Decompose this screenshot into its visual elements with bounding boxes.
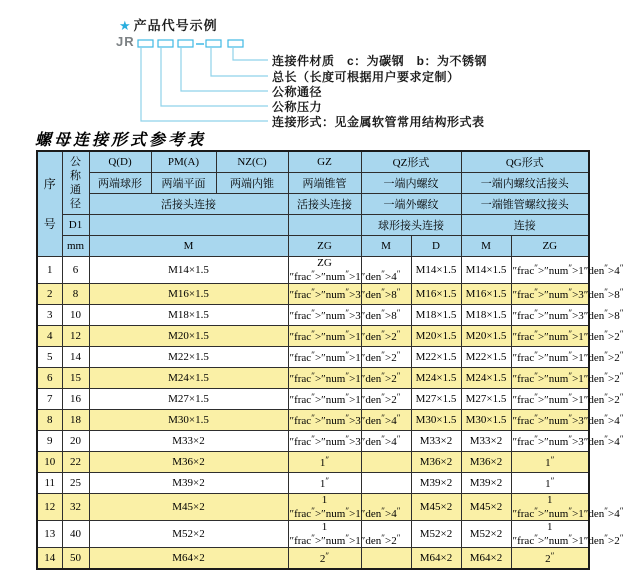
table-cell-qg_m: M18×1.5	[461, 305, 511, 326]
header-connection: 连接	[461, 215, 589, 236]
header-empty-1	[89, 215, 288, 236]
table-cell-qg_m: M14×1.5	[461, 257, 511, 284]
code-box	[206, 40, 221, 47]
table-cell-qg_zg: ″frac″>″num″>1″den″>2″	[511, 326, 589, 347]
table-cell-m: M36×2	[89, 452, 288, 473]
table-cell-m: M20×1.5	[89, 326, 288, 347]
table-cell-qg_zg: ″frac″>″num″>3″den″>4″	[511, 410, 589, 431]
table-cell-m: M64×2	[89, 548, 288, 570]
table-cell-qg_m: M52×2	[461, 521, 511, 548]
table-cell-m: M27×1.5	[89, 389, 288, 410]
table-cell-seq: 14	[37, 548, 62, 570]
table-cell-qz_d: M39×2	[411, 473, 461, 494]
table-cell-seq: 1	[37, 257, 62, 284]
table-cell-dn: 32	[62, 494, 89, 521]
table-cell-qg_m: M45×2	[461, 494, 511, 521]
header-desc-nzc: 两端内锥	[216, 173, 288, 194]
table-row	[37, 410, 589, 431]
header-seq: 序号	[37, 151, 62, 257]
header-desc-gz: 两端锥管	[288, 173, 361, 194]
table-cell-dn: 12	[62, 326, 89, 347]
code-box	[178, 40, 193, 47]
code-box	[138, 40, 153, 47]
table-row	[37, 521, 589, 548]
table-row	[37, 305, 589, 326]
table-cell-qg_zg: 1″	[511, 473, 589, 494]
table-cell-seq: 2	[37, 284, 62, 305]
table-cell-gz: 1 ″frac″>″num″>1″ ″ ″	[289, 494, 401, 520]
table-cell-m: M14×1.5	[89, 257, 288, 284]
table-cell-seq: 11	[37, 473, 62, 494]
table-cell-dn: 14	[62, 347, 89, 368]
header-union-connection: 活接头连接	[89, 194, 288, 215]
table-cell-gz: ″frac″>″num″>3″ ″ ″	[288, 284, 361, 305]
table-cell-qg_m: M20×1.5	[461, 326, 511, 347]
table-cell-gz: 1 ″frac″>″num″>1″ ″ ″	[289, 521, 401, 547]
table-cell-qz_d: M27×1.5	[411, 389, 461, 410]
table-cell-qz_d: M45×2	[411, 494, 461, 521]
header-ball-joint-connection: 球形接头连接	[361, 215, 461, 236]
table-cell-m: M18×1.5	[89, 305, 288, 326]
table-cell-seq: 5	[37, 347, 62, 368]
header-code-qg: QG形式	[461, 151, 589, 173]
table-cell-dn: 18	[62, 410, 89, 431]
label-material: 连接件材质 c：为碳钢 b：为不锈钢	[272, 54, 488, 68]
header-unit-qz-d: D	[411, 236, 461, 257]
table-cell-qz_d: M36×2	[411, 452, 461, 473]
header-code-nzc: NZ(C)	[216, 151, 288, 173]
leader-line-pressure	[161, 48, 268, 106]
table-cell-qg_m: M16×1.5	[461, 284, 511, 305]
table-cell-m: M24×1.5	[89, 368, 288, 389]
table-cell-seq: 8	[37, 410, 62, 431]
label-nominal-pressure: 公称压力	[272, 100, 323, 114]
header-nominal-diameter: 公称通径	[62, 151, 89, 215]
header-desc-qz: 一端内螺纹	[361, 173, 461, 194]
table-cell-gz: ″frac″>″num″>1″ ″ ″	[288, 326, 361, 347]
table-cell-qz_d: M52×2	[411, 521, 461, 548]
header-mm: mm	[62, 236, 89, 257]
table-cell-seq: 7	[37, 389, 62, 410]
table-cell-qz_d: M22×1.5	[411, 347, 461, 368]
header-union-connection-gz: 活接头连接	[288, 194, 361, 215]
table-cell-qg_m: M36×2	[461, 452, 511, 473]
label-total-length: 总长（长度可根据用户要求定制）	[272, 70, 460, 84]
table-cell-qz_d: M33×2	[411, 431, 461, 452]
table-row	[37, 548, 589, 570]
table-header	[37, 151, 589, 257]
header-code-pma: PM(A)	[151, 151, 216, 173]
table-row	[37, 431, 589, 452]
nut-connection-reference-table	[36, 150, 624, 570]
header-empty-2	[288, 215, 361, 236]
header-code-qd: Q(D)	[89, 151, 151, 173]
header-unit-zg: ZG	[288, 236, 361, 257]
table-cell-qg_m: M22×1.5	[461, 347, 511, 368]
table-cell-m: M30×1.5	[89, 410, 288, 431]
table-cell-gz: ″frac″>″num″>3″ ″ ″	[288, 410, 361, 431]
table-row	[37, 347, 589, 368]
table-cell-seq: 13	[37, 521, 62, 548]
table-cell-dn: 6	[62, 257, 89, 284]
code-box-group	[138, 40, 243, 47]
table-cell-qg_zg: ″frac″>″num″>3″den″>8″	[511, 284, 589, 305]
table-cell-qg_zg: 2″	[511, 548, 589, 570]
table-cell-dn: 10	[62, 305, 89, 326]
header-unit-qz-m: M	[361, 236, 411, 257]
header-taper-thread-joint: 一端锥管螺纹接头	[461, 194, 589, 215]
leader-line-diameter	[181, 48, 268, 91]
table-cell-dn: 22	[62, 452, 89, 473]
table-cell-dn: 20	[62, 431, 89, 452]
table-cell-seq: 6	[37, 368, 62, 389]
table-title: 螺母连接形式参考表	[35, 130, 207, 149]
table-cell-qg_m: M30×1.5	[461, 410, 511, 431]
table-cell-qg_m: M24×1.5	[461, 368, 511, 389]
code-box	[228, 40, 243, 47]
code-box	[158, 40, 173, 47]
table-cell-qz_d: M16×1.5	[411, 284, 461, 305]
table-cell-qz_d: M64×2	[411, 548, 461, 570]
table-cell-dn: 40	[62, 521, 89, 548]
table-row	[37, 473, 589, 494]
table-cell-seq: 3	[37, 305, 62, 326]
leader-line-material	[233, 48, 268, 60]
table-cell-m: M39×2	[89, 473, 288, 494]
table-cell-dn: 15	[62, 368, 89, 389]
table-cell-qz_d: M18×1.5	[411, 305, 461, 326]
table-cell-gz: 1″	[288, 452, 361, 473]
table-cell-gz: ″frac″>″num″>3″ ″ ″	[288, 431, 361, 452]
table-row	[37, 389, 589, 410]
table-cell-qz_m	[361, 548, 411, 570]
table-cell-m: M16×1.5	[89, 284, 288, 305]
table-cell-dn: 16	[62, 389, 89, 410]
table-cell-seq: 10	[37, 452, 62, 473]
header-desc-qg: 一端内螺纹活接头	[461, 173, 589, 194]
table-cell-m: M45×2	[89, 494, 288, 521]
code-prefix: JR	[116, 34, 135, 49]
table-cell-gz: ″frac″>″num″>1″ ″ ″	[288, 368, 361, 389]
table-cell-dn: 8	[62, 284, 89, 305]
table-body	[37, 257, 624, 570]
diagram-title-text: 产品代号示例	[133, 18, 218, 33]
table-row	[37, 284, 589, 305]
header-d1: D1	[62, 215, 89, 236]
header-external-thread: 一端外螺纹	[361, 194, 461, 215]
table-cell-gz: ″frac″>″num″>1″ ″ ″	[288, 389, 361, 410]
table-row	[37, 326, 589, 347]
table-cell-qg_zg: 1″	[511, 452, 589, 473]
table-cell-seq: 4	[37, 326, 62, 347]
table-cell-qg_m: M33×2	[461, 431, 511, 452]
table-cell-dn: 50	[62, 548, 89, 570]
table-cell-gz: ″frac″>″num″>3″ ″ ″	[288, 305, 361, 326]
table-cell-gz: 2″	[288, 548, 361, 570]
table-cell-seq: 12	[37, 494, 62, 521]
table-cell-seq: 9	[37, 431, 62, 452]
table-row	[37, 494, 589, 521]
table-row	[37, 368, 589, 389]
leader-line-length	[211, 48, 268, 76]
header-desc-pma: 两端平面	[151, 173, 216, 194]
table-row	[37, 452, 589, 473]
table-cell-qz_d: M30×1.5	[411, 410, 461, 431]
table-cell-qg_m: M64×2	[461, 548, 511, 570]
table-cell-qz_m	[361, 452, 411, 473]
header-unit-m: M	[89, 236, 288, 257]
table-row	[37, 257, 589, 284]
table-cell-qg_zg: ″frac″>″num″>1″den″>4″	[511, 257, 589, 284]
header-unit-qg-m: M	[461, 236, 511, 257]
table-cell-m: M52×2	[89, 521, 288, 548]
table-cell-qg_zg: 1 ″frac″>″num″>1″den″>2″	[512, 521, 624, 547]
header-desc-qd: 两端球形	[89, 173, 151, 194]
table-cell-qg_zg: ″frac″>″num″>3″den″>4″	[511, 431, 589, 452]
table-cell-qg_zg: 1 ″frac″>″num″>1″den″>4″	[512, 494, 624, 520]
table-cell-qz_d: M24×1.5	[411, 368, 461, 389]
label-nominal-diameter: 公称通径	[272, 85, 323, 99]
table-cell-qg_zg: ″frac″>″num″>1″den″>2″	[511, 368, 589, 389]
star-icon: ★	[119, 18, 132, 33]
label-connection-form: 连接形式：见金属软管常用结构形式表	[272, 115, 485, 129]
table-cell-gz: 1″	[288, 473, 361, 494]
diagram-title	[119, 15, 218, 34]
table-cell-qz_m	[361, 473, 411, 494]
leader-line-connection-form	[141, 48, 268, 121]
table-cell-qg_zg: ″frac″>″num″>1″den″>2″	[511, 389, 589, 410]
header-code-gz: GZ	[288, 151, 361, 173]
table-cell-m: M22×1.5	[89, 347, 288, 368]
table-cell-dn: 25	[62, 473, 89, 494]
table-cell-qz_d: M14×1.5	[411, 257, 461, 284]
table-cell-qz_d: M20×1.5	[411, 326, 461, 347]
table-cell-qg_m: M39×2	[461, 473, 511, 494]
table-cell-qg_zg: ″frac″>″num″>3″den″>8″	[511, 305, 589, 326]
header-unit-qg-zg: ZG	[511, 236, 589, 257]
header-code-qz: QZ形式	[361, 151, 461, 173]
table-cell-qg_zg: ″frac″>″num″>1″den″>2″	[511, 347, 589, 368]
table-cell-m: M33×2	[89, 431, 288, 452]
table-cell-gz: ZG ″frac″>″num″>1″ ″ ″	[289, 257, 401, 283]
table-cell-qg_m: M27×1.5	[461, 389, 511, 410]
table-cell-gz: ″frac″>″num″>1″ ″ ″	[288, 347, 361, 368]
